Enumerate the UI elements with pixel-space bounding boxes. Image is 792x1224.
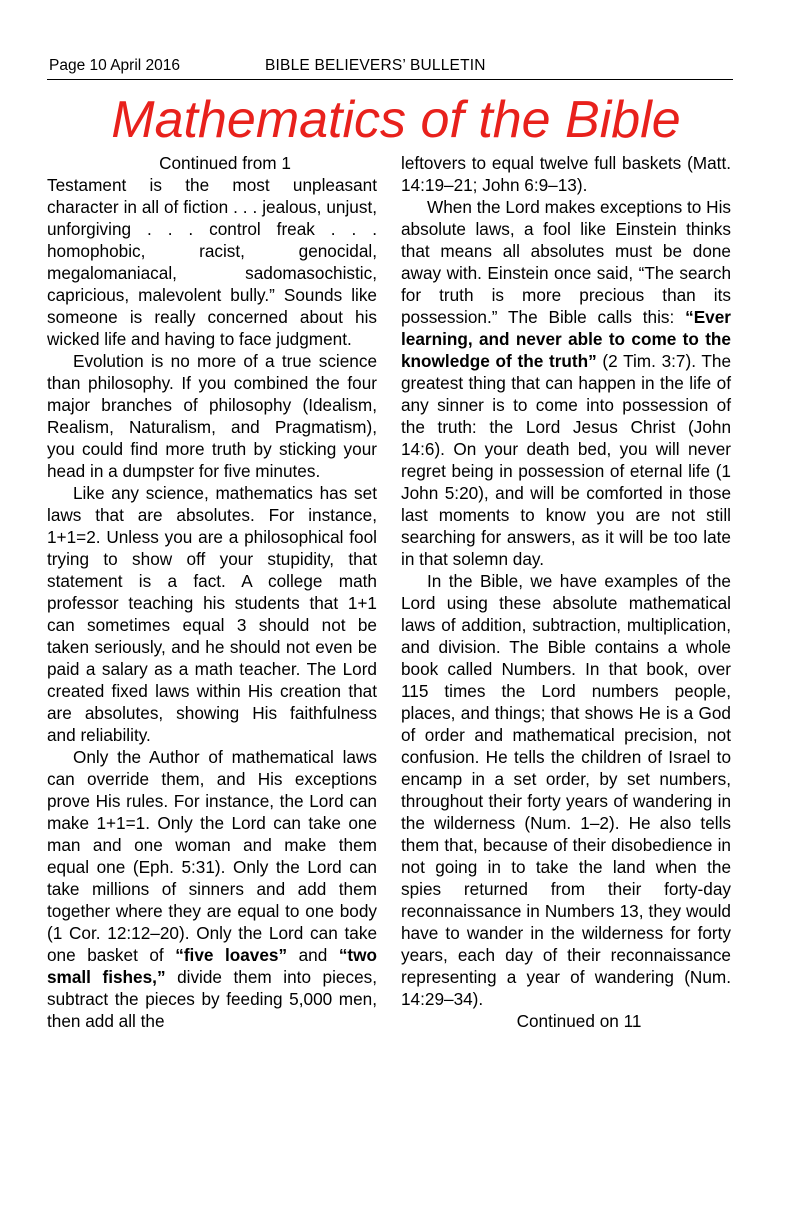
page-header [47, 57, 733, 80]
paragraph [401, 196, 731, 570]
paragraph: Like any science, mathematics has set laws that are absolutes. For instance, 1+1=2. Unless you are a philosophical fool trying to show off your stupidity, that statement is a fact. A college math professor teaching his students that 1+1 can sometimes equal 3 should not be taken seriously, and he should not even be paid a salary as a math teacher. The Lord created fixed laws within His creation that are absolutes, showing His faithfulness and reliability. [47, 483, 377, 745]
left-column [47, 152, 377, 1032]
page-number-date: Page 10 April 2016 [49, 57, 180, 74]
paragraph-text: (2 Tim. 3:7). The greatest thing that can happen in the life of any sinner is to come into possession of the truth: the Lord Jesus Christ (John 14:6). On your death bed, you will never regret being in possession of eternal life (1 John 5:20), and will be comforted in those last moments to know you are not still searching for answers, as it will be too late in that solemn day. [401, 351, 732, 569]
scripture-quote: “Ever learning, and never able to come to the knowledge of the truth” [401, 307, 731, 371]
continued-from-note: Continued from 1 [159, 153, 291, 173]
continued-on-note: Continued on 11 [516, 1011, 642, 1031]
paragraph-text: divide them into pieces, subtract the pieces by feeding 5,000 men, then add all the [47, 967, 377, 1031]
right-column [401, 152, 731, 1032]
paragraph: Testament is the most unpleasant character in all of fiction . . . jealous, unjust, unforgiving . . . control freak . . . homophobic, racist, genocidal, megalomaniacal, sadomasochistic, capricious, malevolent bully.” Sounds like someone is really concerned about his wicked life and having to face judgment. [47, 175, 377, 349]
publication-name: BIBLE BELIEVERS’ BULLETIN [265, 57, 486, 74]
article-title: Mathematics of the Bible [111, 91, 681, 149]
scripture-quote: “five loaves” [175, 945, 288, 965]
paragraph: leftovers to equal twelve full baskets (Matt. 14:19–21; John 6:9–13). [401, 153, 731, 195]
paragraph: Evolution is no more of a true science than philosophy. If you combined the four major branches of philosophy (Idealism, Realism, Naturalism, and Pragmatism), you could find more truth by sticking your head in a dumpster for five minutes. [47, 351, 377, 481]
paragraph: In the Bible, we have examples of the Lord using these absolute mathematical laws of addition, subtraction, multiplication, and division. The Bible contains a whole book called Numbers. In that book, over 115 times the Lord numbers people, places, and things; that shows He is a God of order and mathematical precision, not confusion. He tells the children of Israel to encamp in a set order, by set numbers, throughout their forty years of wandering in the wilderness (Num. 1–2). He also tells them that, because of their disobedience in not going in to take the land when the spies returned from their forty-day reconnaissance in Numbers 13, they would have to wander in the wilderness for forty years, each day of their reconnaissance representing a year of wandering (Num. 14:29–34). [401, 571, 731, 1009]
paragraph-text: and [287, 945, 339, 965]
scripture-quote: “two small fishes,” [47, 945, 377, 987]
paragraph-text: When the Lord makes exceptions to His absolute laws, a fool like Einstein thinks that means all absolutes must be done away with. Einstein once said, “The search for truth is more precious than its possession.” The Bible calls this: [401, 197, 731, 327]
paragraph-text: Only the Author of mathematical laws can override them, and His exceptions prove His rules. For instance, the Lord can make 1+1=1. Only the Lord can take one man and one woman and make them equal one (Eph. 5:31). Only the Lord can take millions of sinners and add them together where they are equal to one body (1 Cor. 12:12–20). Only the Lord can take one basket of [47, 747, 377, 965]
paragraph [47, 746, 377, 1032]
